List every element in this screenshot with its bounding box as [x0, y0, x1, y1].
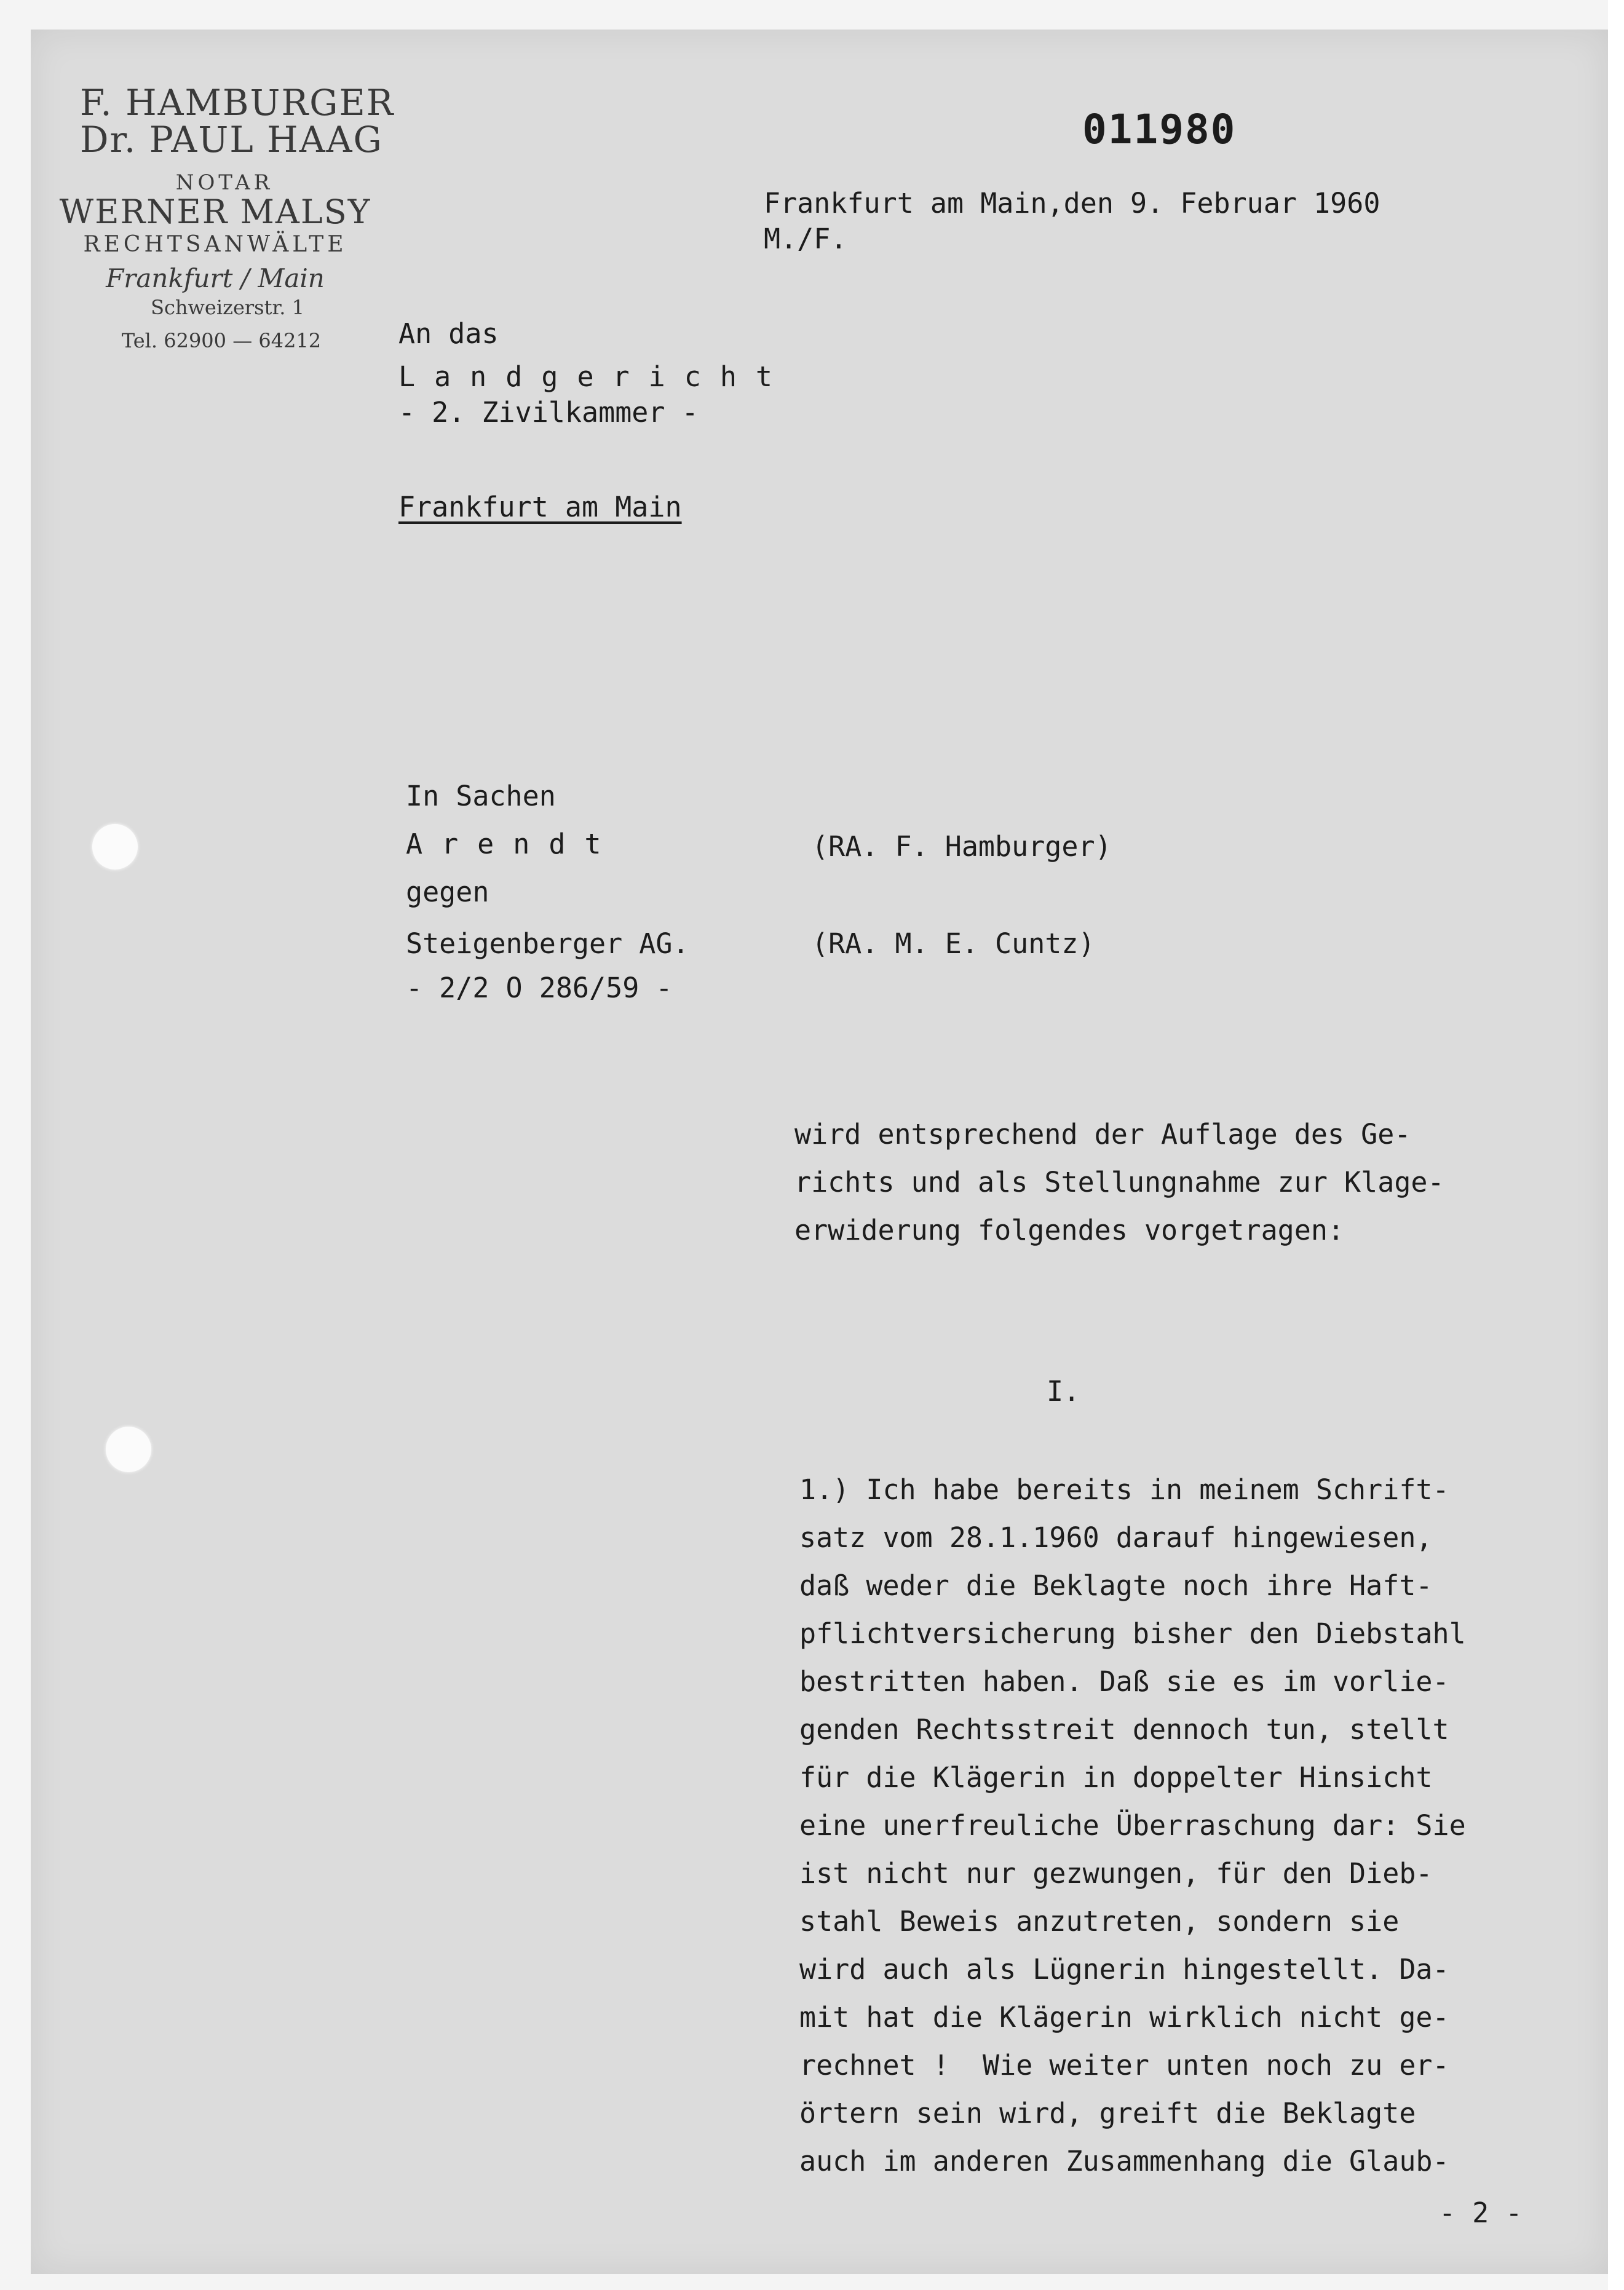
letterhead-line: RECHTSANWÄLTE [83, 232, 347, 257]
punch-hole-top [92, 824, 138, 870]
page-continuation: - 2 - [1439, 2197, 1523, 2229]
paragraph-line: eine unerfreuliche Überraschung dar: Sie [799, 1809, 1466, 1842]
intro-line: wird entsprechend der Auflage des Ge- [794, 1118, 1411, 1151]
case-versus: gegen [406, 876, 489, 908]
letterhead-line: Frankfurt / Main [106, 263, 325, 293]
recipient-line: An das [398, 317, 499, 350]
paragraph-line: pflichtversicherung bisher den Diebstahl [799, 1617, 1466, 1650]
punch-hole-bottom [106, 1427, 151, 1472]
paragraph-line: bestritten haben. Daß sie es im vorlie- [799, 1665, 1449, 1698]
reference-initials: M./F. [764, 223, 847, 255]
recipient-city: Frankfurt am Main [398, 491, 682, 523]
paragraph-line: genden Rechtsstreit dennoch tun, stellt [799, 1713, 1449, 1746]
letterhead-line: WERNER MALSY [59, 192, 371, 231]
plaintiff-name: Arendt [406, 828, 620, 860]
letterhead-line: Dr. PAUL HAAG [80, 119, 383, 160]
recipient-chamber: - 2. Zivilkammer - [398, 396, 699, 429]
intro-line: richts und als Stellungnahme zur Klage- [794, 1166, 1444, 1198]
paragraph-line: rechnet ! Wie weiter unten noch zu er- [799, 2049, 1449, 2082]
letterhead-line: Tel. 62900 — 64212 [121, 329, 322, 352]
letterhead-line: F. HAMBURGER [80, 82, 395, 124]
case-intro: In Sachen [406, 780, 556, 812]
letterhead-line: Schweizerstr. 1 [151, 296, 304, 319]
document-number: 011980 [1082, 106, 1237, 153]
section-heading: I. [1047, 1375, 1080, 1408]
paragraph-line: für die Klägerin in doppelter Hinsicht [799, 1761, 1433, 1794]
paragraph-line: stahl Beweis anzutreten, sondern sie [799, 1905, 1400, 1938]
paragraph-line: 1.) Ich habe bereits in meinem Schrift- [799, 1473, 1449, 1506]
defendant-name: Steigenberger AG. [406, 927, 689, 960]
paragraph-line: auch im anderen Zusammenhang die Glaub- [799, 2145, 1449, 2177]
paragraph-line: daß weder die Beklagte noch ihre Haft- [799, 1569, 1433, 1602]
paragraph-line: satz vom 28.1.1960 darauf hingewiesen, [799, 1521, 1433, 1554]
paragraph-line: örtern sein wird, greift die Beklagte [799, 2097, 1416, 2130]
letterhead-line: NOTAR [175, 170, 274, 195]
paragraph-line: ist nicht nur gezwungen, für den Dieb- [799, 1857, 1433, 1890]
intro-line: erwiderung folgendes vorgetragen: [794, 1214, 1345, 1246]
recipient-court: Landgericht [398, 360, 792, 393]
page-edge [1608, 0, 1624, 2290]
dateline: Frankfurt am Main,den 9. Februar 1960 [764, 187, 1380, 220]
plaintiff-counsel: (RA. F. Hamburger) [812, 830, 1112, 863]
paragraph-line: wird auch als Lügnerin hingestellt. Da- [799, 1953, 1449, 1986]
paragraph-line: mit hat die Klägerin wirklich nicht ge- [799, 2001, 1449, 2034]
defendant-counsel: (RA. M. E. Cuntz) [812, 927, 1095, 960]
case-file-number: - 2/2 O 286/59 - [406, 972, 673, 1004]
